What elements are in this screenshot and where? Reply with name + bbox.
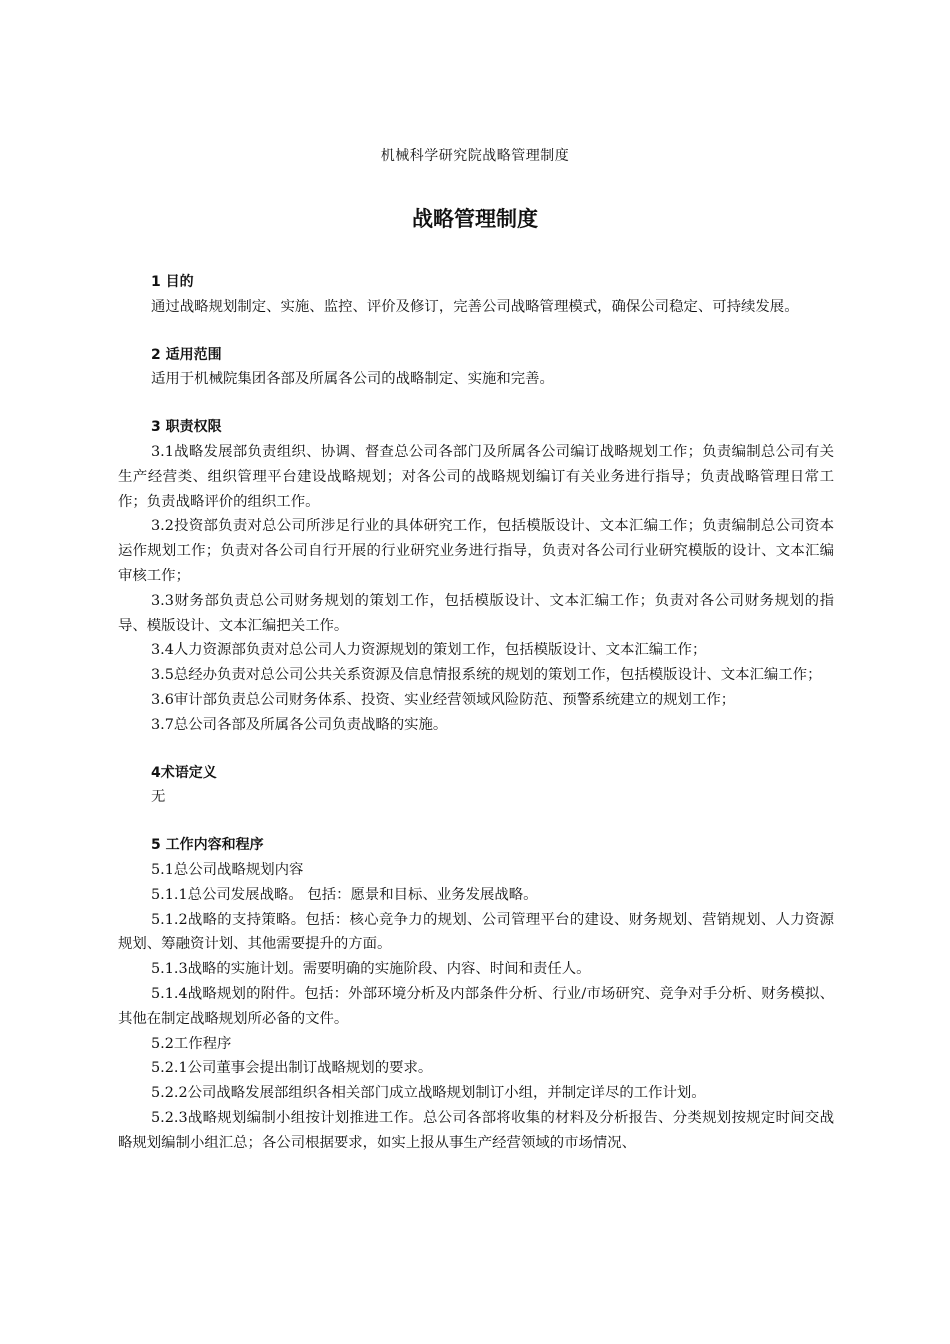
section-responsibilities (118, 415, 834, 737)
paragraph: 3.5总经办负责对总公司公共关系资源及信息情报系统的规划的策划工作，包括模版设计、文本汇编工作； (151, 667, 822, 684)
paragraph: 3.7总公司各部及所属各公司负责战略的实施。 (151, 716, 448, 733)
document-body (118, 270, 834, 1179)
section-definitions (118, 761, 834, 811)
section-purpose (118, 270, 834, 320)
paragraph: 5.1.1总公司发展战略。 包括：愿景和目标、业务发展战略。 (151, 886, 538, 903)
paragraph: 适用于机械院集团各部及所属各公司的战略制定、实施和完善。 (151, 371, 554, 388)
section-heading: 1 目的 (151, 274, 194, 290)
section-scope (118, 343, 834, 393)
section-heading: 4术语定义 (151, 764, 217, 781)
paragraph: 3.6审计部负责总公司财务体系、投资、实业经营领域风险防范、预警系统建立的规划工作； (151, 691, 736, 708)
paragraph: 5.1.4战略规划的附件。包括：外部环境分析及内部条件分析、行业/市场研究、竞争对手分析、财务模拟、其他在制定战略规划所必备的文件。 (118, 985, 834, 1027)
paragraph: 5.1总公司战略规划内容 (151, 861, 304, 878)
paragraph: 无 (151, 789, 166, 806)
paragraph: 3.4人力资源部负责对总公司人力资源规划的策划工作，包括模版设计、文本汇编工作； (151, 642, 707, 659)
section-heading: 5 工作内容和程序 (151, 837, 264, 854)
section-procedures (118, 833, 834, 1155)
paragraph: 5.2.1公司董事会提出制订战略规划的要求。 (151, 1060, 433, 1077)
paragraph: 3.2投资部负责对总公司所涉足行业的具体研究工作，包括模版设计、文本汇编工作；负责编制总公司资本运作规划工作；负责对各公司自行开展的行业研究业务进行指导，负责对各公司行业研究模版的设计、文本汇编审核工作； (118, 518, 834, 584)
paragraph: 5.1.3战略的实施计划。需要明确的实施阶段、内容、时间和责任人。 (151, 961, 591, 978)
section-heading: 2 适用范围 (151, 346, 222, 363)
paragraph: 3.1战略发展部负责组织、协调、督查总公司各部门及所属各公司编订战略规划工作；负责编制总公司有关生产经营类、组织管理平台建设战略规划；对各公司的战略规划编订有关业务进行指导；负责战略管理日常工作；负责战略评价的组织工作。 (118, 443, 834, 510)
paragraph: 3.3财务部负责总公司财务规划的策划工作，包括模版设计、文本汇编工作；负责对各公司财务规划的指导、模版设计、文本汇编把关工作。 (118, 592, 834, 634)
paragraph: 5.2.3战略规划编制小组按计划推进工作。总公司各部将收集的材料及分析报告、分类规划按规定时间交战略规划编制小组汇总；各公司根据要求，如实上报从事生产经营领域的市场情况、 (118, 1109, 834, 1151)
document-header: 机械科学研究院战略管理制度 (380, 148, 570, 164)
paragraph: 5.1.2战略的支持策略。包括：核心竞争力的规划、公司管理平台的建设、财务规划、营销规划、人力资源规划、筹融资计划、其他需要提升的方面。 (118, 911, 834, 953)
paragraph: 5.2工作程序 (151, 1035, 232, 1052)
paragraph: 通过战略规划制定、实施、监控、评价及修订，完善公司战略管理模式，确保公司稳定、可持续发展。 (151, 298, 799, 315)
paragraph: 5.2.2公司战略发展部组织各相关部门成立战略规划制订小组，并制定详尽的工作计划。 (151, 1085, 706, 1102)
section-heading: 3 职责权限 (151, 419, 222, 436)
document-title: 战略管理制度 (412, 207, 538, 231)
